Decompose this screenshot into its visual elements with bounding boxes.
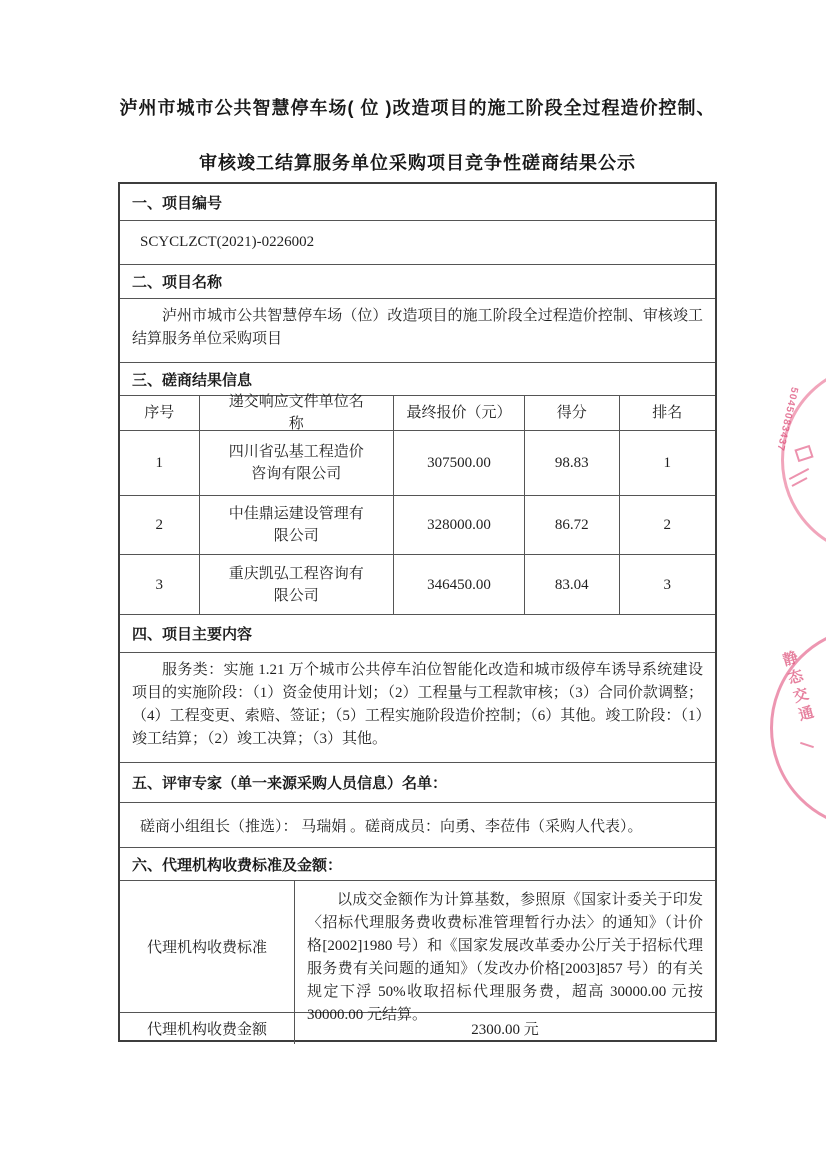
bid-price: 328000.00 xyxy=(393,496,524,554)
col-header-rank: 排名 xyxy=(619,396,715,430)
section-project-name-header: 二、项目名称 xyxy=(120,264,715,298)
section-negotiation-result-header: 三、磋商结果信息 xyxy=(120,362,715,395)
col-header-score: 得分 xyxy=(524,396,619,430)
table-row xyxy=(120,880,715,1023)
bid-rank: 1 xyxy=(619,431,715,495)
document-title-line-1: 泸州市城市公共智慧停车场( 位 )改造项目的施工阶段全过程造价控制、 xyxy=(119,98,716,118)
bid-price: 307500.00 xyxy=(393,431,524,495)
table-row xyxy=(120,495,715,554)
agency-fee-table xyxy=(120,880,715,1044)
section-main-content-header: 四、项目主要内容 xyxy=(120,614,715,652)
company-seal-text: 静态交通 xyxy=(778,648,817,727)
section-experts-header: 五、评审专家（单一来源采购人员信息）名单： xyxy=(120,762,715,802)
serial-stamp-digits: 5045083437 xyxy=(774,386,800,453)
bid-score: 86.72 xyxy=(524,496,619,554)
section-project-number-header: 一、项目编号 xyxy=(132,194,223,212)
table-row xyxy=(120,430,715,495)
announcement-table xyxy=(118,182,717,1042)
bid-results-table xyxy=(120,395,715,614)
bid-seq: 2 xyxy=(155,517,164,533)
main-content-value: 服务类：实施 1.21 万个城市公共停车泊位智能化改造和城市级停车诱导系统建设项目的实施阶段：（1）资金使用计划；（2）工程量与工程款审核；（3）合同价款调整；（4）工程变更、索赔、签证；（5）工程实施阶段造价控制；（6）其他。竣工阶段：（1）竣工结算；（2）竣工决算；（3）其他。 xyxy=(120,652,715,762)
experts-value: 磋商小组组长（推选）： 马瑞娟 。磋商成员：向勇、李莅伟（采购人代表）。 xyxy=(120,802,715,847)
document-title-line-2: 审核竣工结算服务单位采购项目竞争性磋商结果公示 xyxy=(199,153,636,173)
bid-supplier: 中佳鼎运建设管理有限公司 xyxy=(199,496,394,554)
bid-table-header-row xyxy=(120,395,715,430)
bid-rank: 3 xyxy=(619,555,715,614)
bid-price: 346450.00 xyxy=(393,555,524,614)
fee-amount-label: 代理机构收费金额 xyxy=(120,1013,295,1044)
project-number-value: SCYCLZCT(2021)-0226002 xyxy=(120,220,715,264)
fee-standard-label: 代理机构收费标准 xyxy=(120,881,295,1012)
bid-score: 83.04 xyxy=(524,555,619,614)
col-header-seq: 序号 xyxy=(144,405,175,421)
bid-score: 98.83 xyxy=(524,431,619,495)
bid-supplier: 重庆凯弘工程咨询有限公司 xyxy=(199,555,394,614)
fee-standard-value: 以成交金额作为计算基数，参照原《国家计委关于印发〈招标代理服务费收费标准管理暂行办法〉的通知》（计价格[2002]1980 号）和《国家发展改革委办公厅关于招标代理服务费有关问题的通知》（发改办价格[2003]857 号）的有关规定下浮 50%收取招标代理服务费，超高 30000.00 元按 30000.00 元结算。 xyxy=(307,892,703,1023)
bid-supplier: 四川省弘基工程造价咨询有限公司 xyxy=(199,431,394,495)
project-name-value: 泸州市城市公共智慧停车场（位）改造项目的施工阶段全过程造价控制、审核竣工结算服务单位采购项目 xyxy=(120,298,715,362)
bid-seq: 3 xyxy=(155,576,164,593)
fee-amount-value: 2300.00 元 xyxy=(471,1022,539,1038)
col-header-price: 最终报价（元） xyxy=(393,396,524,430)
bid-rank: 2 xyxy=(619,496,715,554)
col-header-supplier: 递交响应文件单位名称 xyxy=(199,396,394,430)
table-row xyxy=(120,554,715,614)
bid-seq: 1 xyxy=(155,455,164,471)
section-agency-fee-header: 六、代理机构收费标准及金额： xyxy=(120,847,715,880)
table-row xyxy=(120,1012,715,1044)
